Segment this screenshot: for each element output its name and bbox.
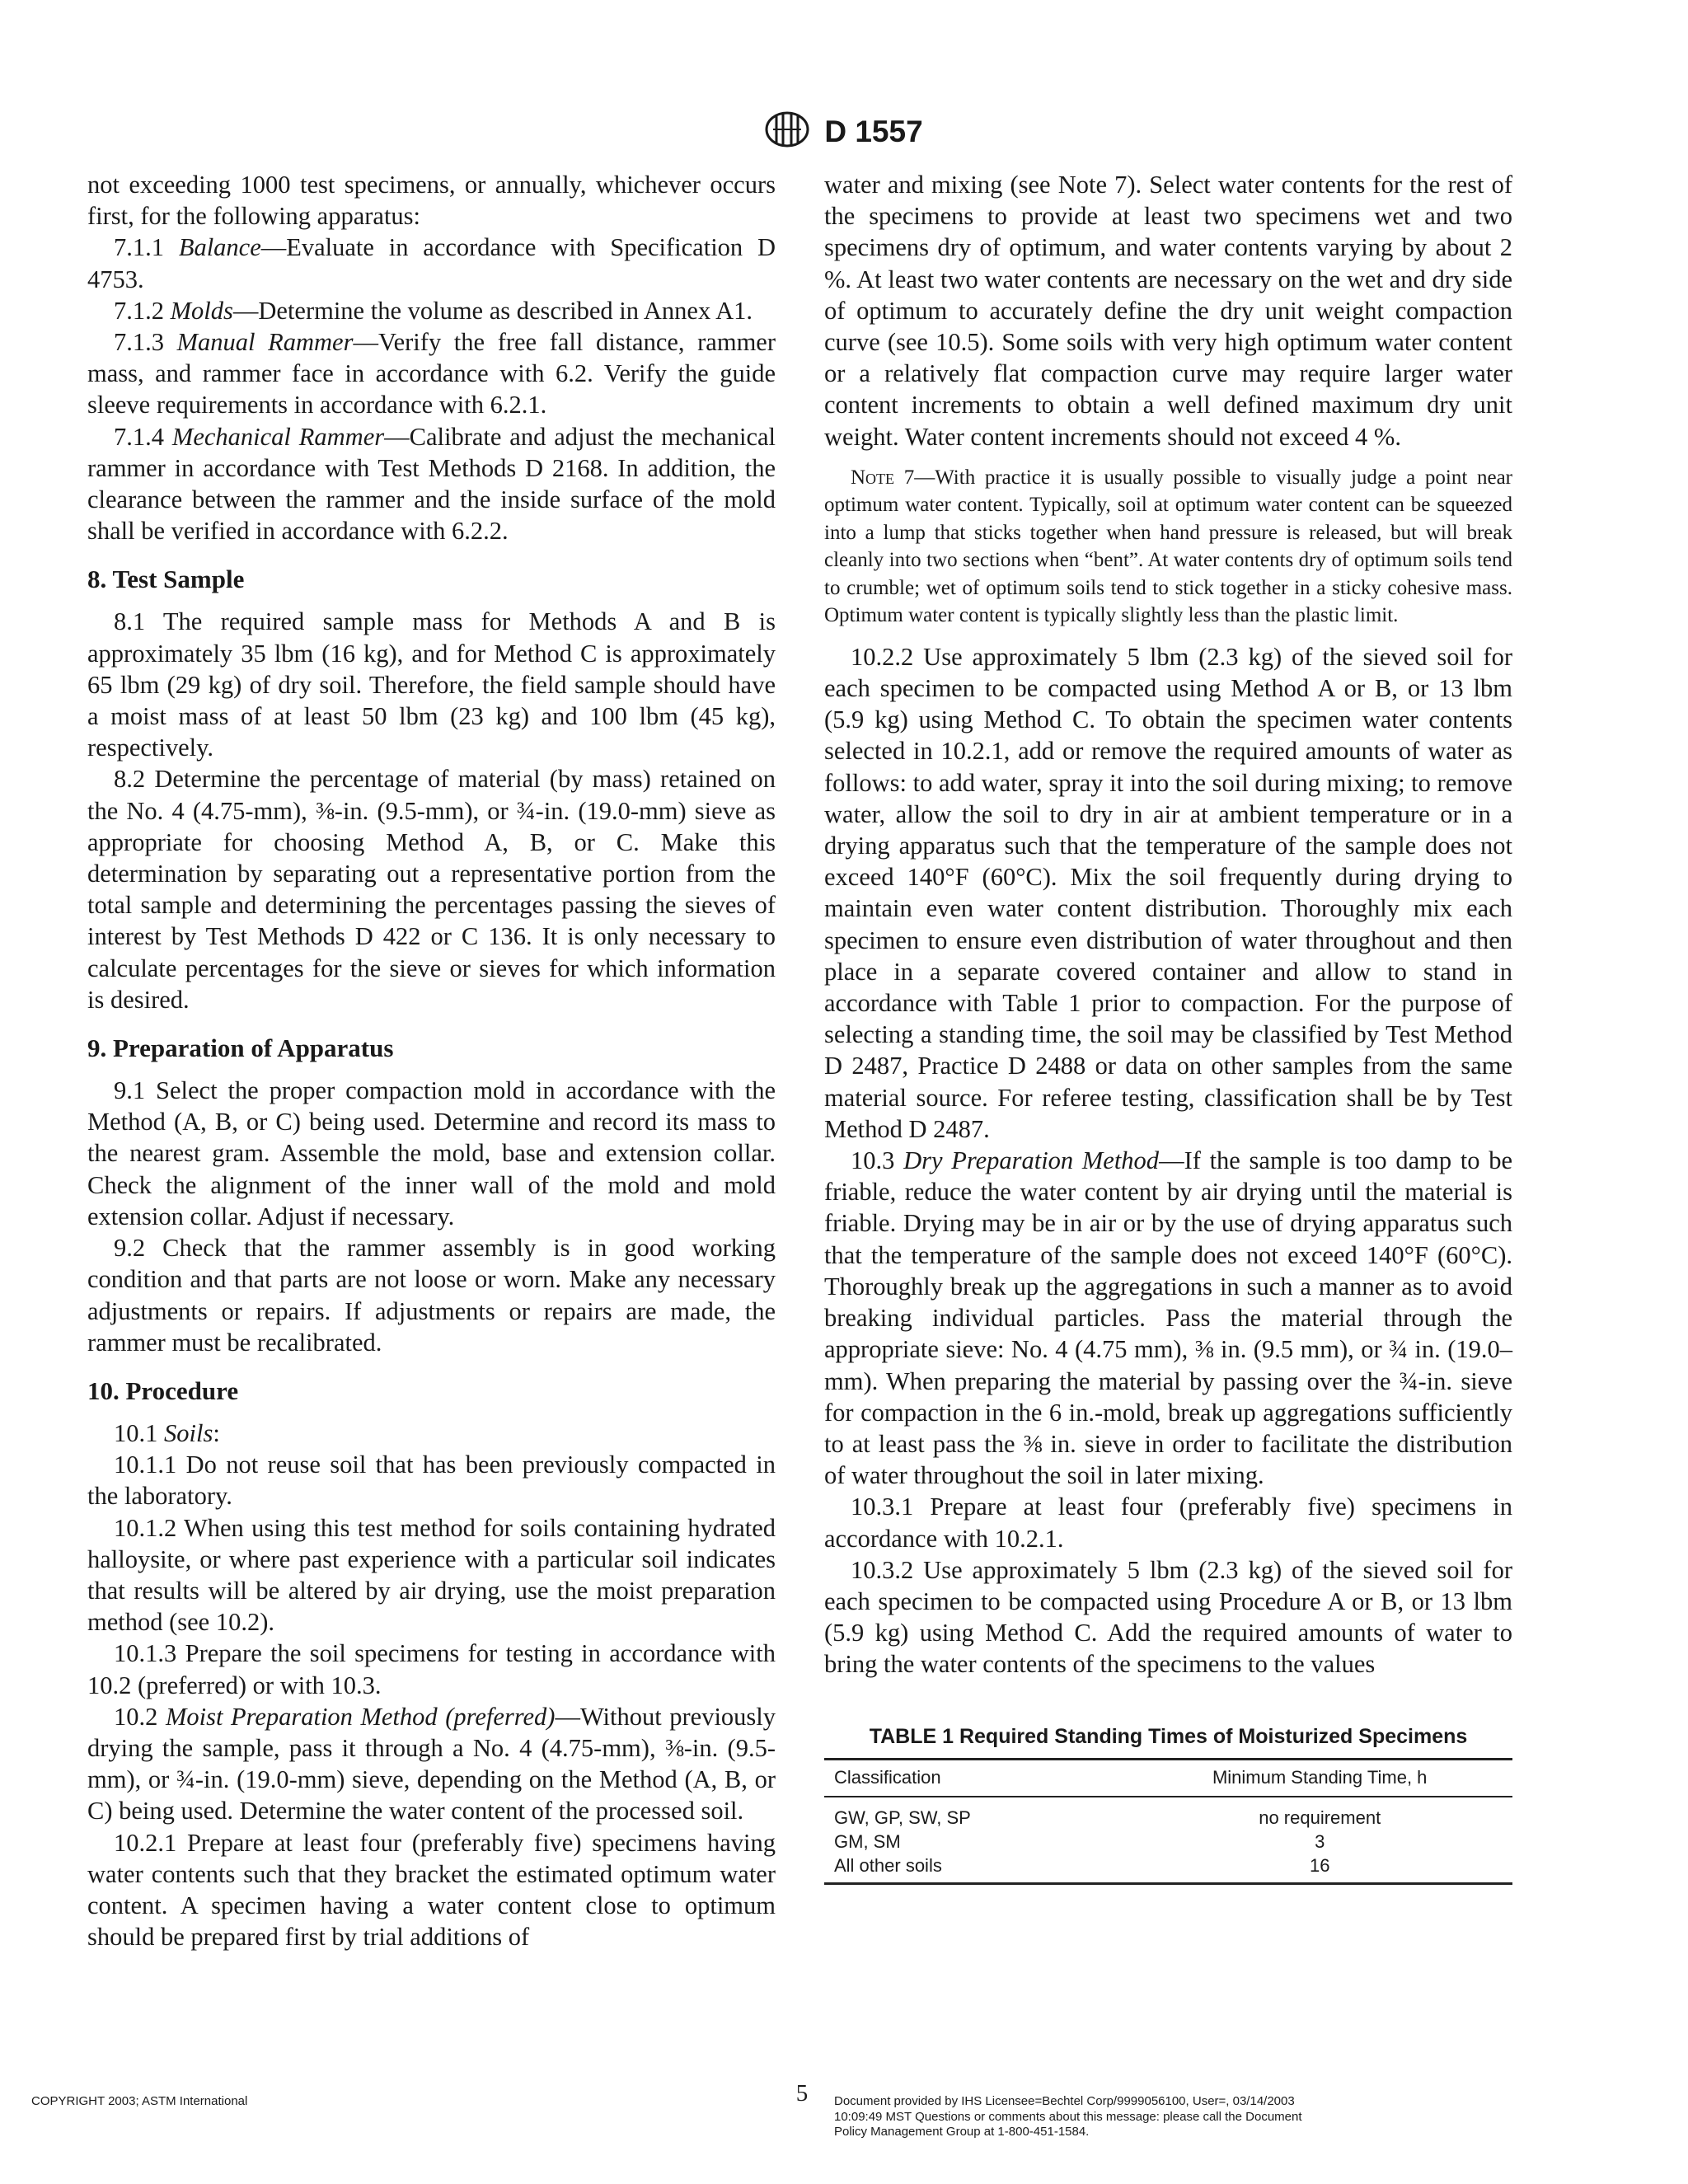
copyright-notice: COPYRIGHT 2003; ASTM International — [31, 2094, 248, 2108]
licensee-notice-line: 10:09:49 MST Questions or comments about this message: please call the Document — [834, 2109, 1302, 2124]
table-row — [824, 1830, 1512, 1854]
section-7-1-1: 7.1.1 Balance—Evaluate in accordance with Specification D 4753. — [87, 233, 776, 293]
heading-test-sample: 8. Test Sample — [87, 565, 245, 594]
section-10-2-2: 10.2.2 Use approximately 5 lbm (2.3 kg) of the sieved soil for each specimen to be compacted using Method A or B, or 13 lbm (5.9 kg) using Method C. To obtain the specimen water contents selected in 10.2.1, add or remove the required amounts of water as follows: to add water, spray it into the soil during mixing; to remove water, allow the soil to dry in air at ambient temperature or in a drying apparatus such that the temperature of the sample does not exceed 140°F (60°C). Mix the soil frequently during drying to maintain even water content distribution. Thoroughly mix each specimen to ensure even distribution of water throughout and then place in a separate covered container and allow to stand in accordance with Table 1 prior to compaction. For the purpose of selecting a standing time, the soil may be classified by Test Method D 2487, Practice D 2488 or data on other samples from the same material source. For referee testing, classification shall be by Test Method D 2487. — [824, 642, 1512, 1143]
table-title: TABLE 1 Required Standing Times of Moisturized Specimens — [869, 1724, 1468, 1748]
licensee-notice-line: Document provided by IHS Licensee=Bechtel Corp/9999056100, User=, 03/14/2003 — [834, 2094, 1295, 2108]
table-header-row — [824, 1759, 1512, 1797]
page-header — [0, 111, 1688, 152]
table-row — [824, 1797, 1512, 1830]
page-number: 5 — [795, 2080, 809, 2107]
astm-logo-icon — [765, 111, 809, 152]
section-8-1: 8.1 The required sample mass for Methods A and B is approximately 35 lbm (16 kg), and for Method C is approximately 65 lbm (29 kg) of dry soil. Therefore, the field sample should have a moist mass of at least 50 lbm (23 kg) and 100 lbm (45 kg), respectively. — [87, 607, 776, 762]
licensee-notice — [834, 2094, 1428, 2140]
section-8-2: 8.2 Determine the percentage of material (by mass) retained on the No. 4 (4.75-mm), ⅜-in. (9.5-mm), or ¾-in. (19.0-mm) sieve as appropriate for choosing Method A, B, or C. Make this determination by separating out a representative portion from the total sample and determining the percentages passing the sieves of interest by Test Methods D 422 or C 136. It is only necessary to calculate percentages for the sieve or sieves for which information is desired. — [87, 765, 776, 1014]
section-7-1-4: 7.1.4 Mechanical Rammer—Calibrate and adjust the mechanical rammer in accordance with Test Methods D 2168. In addition, the clearance between the rammer and the inside surface of the mold shall be verified in accordance with 6.2.2. — [87, 422, 776, 546]
section-7-1-2: 7.1.2 Molds—Determine the volume as described in Annex A1. — [114, 296, 753, 325]
table-cell: GW, GP, SW, SP — [834, 1807, 971, 1828]
heading-preparation-of-apparatus: 9. Preparation of Apparatus — [87, 1033, 394, 1063]
section-10-3: 10.3 Dry Preparation Method—If the sample is too damp to be friable, reduce the water content by air drying until the material is friable. Drying may be in air or by the use of drying apparatus such that the temperature of the sample does not exceed 140°F (60°C). Thoroughly break up the aggregations in such a manner as to avoid breaking individual particles. Pass the material through the appropriate sieve: No. 4 (4.75 mm), ⅜ in. (9.5 mm), or ¾ in. (19.0–mm). When preparing the material by passing over the ¾-in. sieve for compaction in the 6 in.-mold, break up aggregations sufficiently to at least pass the ⅜ in. sieve in order to facilitate the distribution of water throughout the soil in later mixing. — [824, 1146, 1513, 1490]
licensee-notice-line: Policy Management Group at 1-800-451-1584. — [834, 2125, 1090, 2139]
table-cell: GM, SM — [834, 1830, 901, 1852]
section-10-3-1: 10.3.1 Prepare at least four (preferably five) specimens in accordance with 10.2.1. — [824, 1493, 1512, 1553]
paragraph: not exceeding 1000 test specimens, or annually, whichever occurs first, for the following apparatus: — [87, 171, 776, 231]
left-column — [87, 169, 776, 1952]
section-10-2: 10.2 Moist Preparation Method (preferred)—Without previously drying the sample, pass it through a No. 4 (4.75-mm), ⅜-in. (9.5-mm), or ¾-in. (19.0-mm) sieve, depending on the Method (A, B, or C) being used. Determine the water content of the processed soil. — [87, 1702, 776, 1825]
section-10-3-2: 10.3.2 Use approximately 5 lbm (2.3 kg) of the sieved soil for each specimen to be compacted using Procedure A or B, or 13 lbm (5.9 kg) using Method C. Add the required amounts of water to bring the water contents of the specimens to the values — [824, 1555, 1512, 1679]
table-row — [824, 1854, 1512, 1884]
right-column — [824, 169, 1512, 1885]
standing-times-table — [824, 1758, 1512, 1885]
table-header-cell: Minimum Standing Time, h — [1127, 1759, 1512, 1797]
heading-procedure: 10. Procedure — [87, 1376, 239, 1405]
section-10-2-1: 10.2.1 Prepare at least four (preferably five) specimens having water contents such that they bracket the estimated optimum water content. A specimen having a water content close to optimum should be prepared first by trial additions of — [87, 1828, 776, 1952]
table-cell: 3 — [1315, 1830, 1325, 1852]
table-header-cell: Classification — [824, 1759, 1127, 1797]
section-10-1-1: 10.1.1 Do not reuse soil that has been previously compacted in the laboratory. — [87, 1451, 776, 1511]
section-10-1-3: 10.1.3 Prepare the soil specimens for testing in accordance with 10.2 (preferred) or with 10.3. — [87, 1639, 776, 1699]
section-7-1-3: 7.1.3 Manual Rammer—Verify the free fall distance, rammer mass, and rammer face in accordance with 6.2. Verify the guide sleeve requirements in accordance with 6.2.1. — [87, 328, 776, 419]
section-10-1-2: 10.1.2 When using this test method for soils containing hydrated halloysite, or where past experience with a particular soil indicates that results will be altered by air drying, use the moist preparation method (see 10.2). — [87, 1513, 776, 1637]
table-cell: All other soils — [824, 1854, 1127, 1884]
note-7: Note 7—With practice it is usually possible to visually judge a point near optimum water content. Typically, soil at optimum water content can be squeezed into a lump that sticks together when hand pressure is released, but will break cleanly into two sections when “bent”. At water contents dry of optimum soils tend to crumble; wet of optimum soils tend to stick together in a sticky cohesive mass. Optimum water content is typically slightly less than the plastic limit. — [824, 466, 1512, 627]
paragraph: water and mixing (see Note 7). Select water contents for the rest of the specimens to provide at least two specimens wet and two specimens dry of optimum, and water contents varying by about 2 %. At least two water contents are necessary on the wet and dry side of optimum to accurately define the dry unit weight compaction curve (see 10.5). Some soils with very high optimum water content or a relatively flat compaction curve may require larger water content increments to obtain a well defined maximum dry unit weight. Water content increments should not exceed 4 %. — [824, 171, 1512, 451]
table-cell: no requirement — [1259, 1807, 1381, 1828]
section-10-1: 10.1 Soils: — [114, 1418, 220, 1447]
section-9-1: 9.1 Select the proper compaction mold in accordance with the Method (A, B, or C) being used. Determine and record its mass to the nearest gram. Assemble the mold, base and extension collar. Check the alignment of the inner wall of the mold and mold extension collar. Adjust if necessary. — [87, 1076, 776, 1230]
table-cell: 16 — [1127, 1854, 1512, 1884]
section-9-2: 9.2 Check that the rammer assembly is in good working condition and that parts are not loose or worn. Make any necessary adjustments or repairs. If adjustments or repairs are made, the rammer must be recalibrated. — [87, 1234, 776, 1357]
document-code: D 1557 — [824, 114, 923, 148]
table-1 — [824, 1723, 1512, 1885]
